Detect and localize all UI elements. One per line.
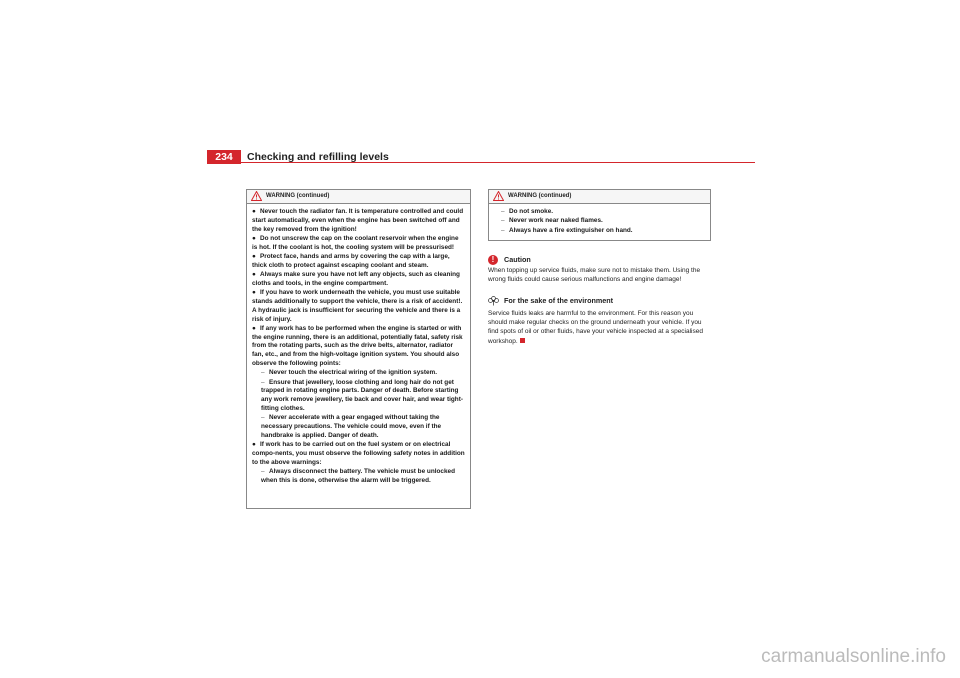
bullet-icon: ● <box>252 271 256 279</box>
bullet-icon: ● <box>252 208 256 215</box>
warning-item: ● Protect face, hands and arms by covering the cap with a large, thick cloth to protect against escaping coolant and steam. <box>252 252 450 269</box>
end-of-section-marker <box>520 338 525 343</box>
warning-triangle-icon <box>251 191 262 201</box>
bullet-icon: ● <box>252 234 256 242</box>
page-number: 234 <box>207 150 241 164</box>
header-rule <box>207 162 755 163</box>
section-title: Checking and refilling levels <box>247 151 389 163</box>
warning-item: ● If any work has to be performed when the engine is started or with the engine running, there is an additional, potentially fatal, safety risk from the rotating parts, such as the drive belts, alternator, radiator fan, etc., and from the high-voltage ignition system. You should also observe the following points: <box>252 324 463 368</box>
warning-subitem: – Ensure that jewellery, loose clothing and long hair do not get trapped in rotating engine parts. Danger of death. Before starting any work remove jewellery, tie back and cover hair, and wear tight-fitting clothes. <box>261 378 463 413</box>
dash-icon: – <box>261 414 265 422</box>
watermark: carmanualsonline.info <box>761 646 946 667</box>
warning-item: ● Always make sure you have not left any objects, such as cleaning cloths and tools, in the engine compartment. <box>252 271 460 287</box>
warning-body <box>247 204 470 486</box>
warning-subitem: – Always disconnect the battery. The vehicle must be unlocked when this is done, otherwise the alarm will be triggered. <box>261 468 455 484</box>
warning-item: ● If work has to be carried out on the fuel system or on electrical compo-nents, you must observe the following safety notes in addition to the above warnings: <box>252 441 465 466</box>
bullet-icon: ● <box>252 324 256 332</box>
warning-title: WARNING (continued) <box>508 193 572 199</box>
warning-subitem: – Never accelerate with a gear engaged without taking the necessary precautions. The vehicle could move, even if the handbrake is applied. Danger of death. <box>261 414 442 439</box>
warning-triangle-icon <box>493 191 504 201</box>
warning-header <box>489 190 710 204</box>
environment-heading: For the sake of the environment <box>488 296 613 306</box>
warning-box-left <box>246 189 471 509</box>
warning-subitem: – Always have a fire extinguisher on hand. <box>501 226 633 234</box>
warning-subitem: – Never work near naked flames. <box>501 217 603 225</box>
caution-text: When topping up service fluids, make sure not to mistake them. Using the wrong fluids could cause serious malfunctions and engine damage! <box>488 267 701 284</box>
warning-subitem: – Never touch the electrical wiring of the ignition system. <box>261 369 437 377</box>
caution-icon: ! <box>488 255 498 265</box>
warning-box-right <box>488 189 711 241</box>
warning-item: ● If you have to work underneath the vehicle, you must use suitable stands additionally to support the vehicle, there is a risk of accident!. A hydraulic jack is insufficient for securing the vehicle and there is a risk of injury. <box>252 289 463 323</box>
warning-header <box>247 190 470 204</box>
warning-body <box>489 204 710 235</box>
warning-subitem: – Do not smoke. <box>501 208 554 215</box>
dash-icon: – <box>501 217 505 225</box>
environment-text: Service fluids leaks are harmful to the environment. For this reason you should make regular checks on the ground underneath your vehicle. If you find spots of oil or other fluids, have your vehicle inspected at a specialised workshop. <box>488 310 703 345</box>
bullet-icon: ● <box>252 252 256 260</box>
warning-item: ● Never touch the radiator fan. It is temperature controlled and could start automatically, even when the engine has been switched off and the key removed from the ignition! <box>252 208 464 233</box>
warning-item: ● Do not unscrew the cap on the coolant reservoir when the engine is hot. If the coolant is hot, the cooling system will be pressurised! <box>252 234 459 251</box>
dash-icon: – <box>261 468 265 476</box>
bullet-icon: ● <box>252 289 256 297</box>
warning-title: WARNING (continued) <box>266 193 330 199</box>
dash-icon: – <box>501 208 505 215</box>
environment-flower-icon <box>488 296 499 306</box>
dash-icon: – <box>501 226 505 234</box>
bullet-icon: ● <box>252 441 256 449</box>
caution-heading: ! Caution <box>488 255 531 265</box>
dash-icon: – <box>261 369 265 377</box>
dash-icon: – <box>261 378 265 386</box>
